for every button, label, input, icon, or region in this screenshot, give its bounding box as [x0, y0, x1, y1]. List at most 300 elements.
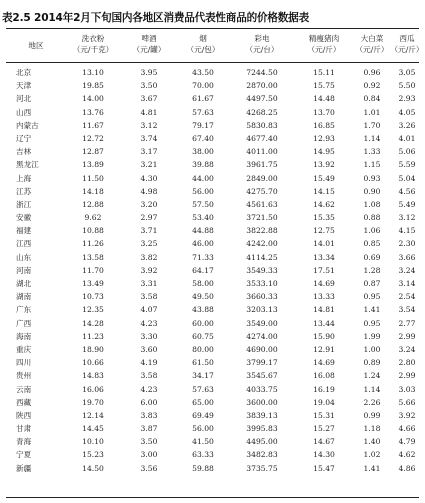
- cell-region: 吉林: [16, 147, 32, 157]
- header-region: [6, 33, 66, 59]
- table-row: [6, 145, 419, 158]
- header-detergent-label: 洗衣粉: [81, 34, 105, 43]
- cell-tv: 3961.75: [246, 160, 278, 170]
- cell-beer: 4.07: [140, 305, 158, 315]
- cell-region: 海南: [16, 331, 32, 341]
- header-region-label: 地区: [28, 41, 44, 50]
- cell-beer: 3.92: [140, 265, 158, 275]
- cell-tv: 4690.00: [246, 344, 278, 354]
- cell-region: 广东: [16, 305, 32, 315]
- cell-detergent: 12.14: [82, 410, 104, 420]
- cell-cabbage: 0.85: [363, 239, 381, 249]
- cell-cabbage: 1.00: [363, 344, 381, 354]
- cell-cabbage: 1.06: [363, 226, 381, 236]
- cell-tv: 3995.83: [246, 424, 278, 434]
- header-pork: [296, 33, 352, 59]
- table-row: [6, 396, 419, 409]
- cell-pork: 14.95: [313, 147, 335, 157]
- cell-watermelon: 5.66: [398, 397, 416, 407]
- cell-beer: 3.30: [140, 331, 158, 341]
- cell-watermelon: 2.93: [398, 94, 416, 104]
- cell-tv: 3533.10: [246, 279, 278, 288]
- cell-cigarettes: 61.67: [192, 94, 214, 104]
- header-cabbage-unit: （元/斤）: [355, 45, 389, 54]
- cell-beer: 4.23: [140, 384, 158, 394]
- cell-beer: 3.31: [140, 279, 158, 288]
- cell-pork: 13.34: [313, 252, 335, 262]
- header-cigarettes: [178, 33, 228, 59]
- cell-cigarettes: 57.50: [192, 199, 214, 209]
- cell-pork: 14.30: [313, 450, 335, 460]
- cell-cigarettes: 60.75: [192, 331, 214, 341]
- table-row: [6, 66, 419, 79]
- cell-watermelon: 3.24: [398, 265, 416, 275]
- cell-cigarettes: 56.00: [192, 424, 214, 434]
- cell-cigarettes: 49.50: [192, 292, 214, 302]
- cell-cigarettes: 61.50: [192, 358, 214, 368]
- cell-tv: 4495.00: [246, 437, 278, 447]
- cell-cigarettes: 65.00: [192, 397, 214, 407]
- cell-region: 广西: [16, 318, 32, 328]
- cell-beer: 6.00: [140, 397, 158, 407]
- cell-tv: 5830.83: [246, 120, 278, 130]
- table-top-rule: [6, 28, 419, 29]
- cell-detergent: 12.87: [82, 147, 104, 157]
- header-detergent-unit: （元/千克）: [72, 45, 114, 54]
- cell-watermelon: 3.92: [398, 410, 416, 420]
- cell-tv: 3735.75: [246, 463, 278, 473]
- cell-region: 北京: [16, 68, 32, 77]
- cell-cigarettes: 58.00: [192, 279, 214, 288]
- cell-detergent: 19.85: [82, 81, 104, 91]
- cell-detergent: 12.72: [82, 133, 104, 143]
- cell-cigarettes: 57.63: [192, 107, 214, 117]
- cell-detergent: 18.90: [82, 344, 104, 354]
- cell-watermelon: 2.77: [398, 318, 416, 328]
- table-body: [6, 66, 419, 475]
- cell-pork: 13.70: [313, 107, 335, 117]
- cell-beer: 3.50: [140, 81, 158, 91]
- cell-beer: 3.20: [140, 199, 158, 209]
- cell-tv: 3203.13: [246, 305, 278, 315]
- cell-tv: 4114.25: [246, 252, 278, 262]
- cell-detergent: 13.10: [82, 68, 104, 77]
- header-cigarettes-unit: （元/包）: [186, 45, 220, 54]
- cell-beer: 4.30: [140, 173, 158, 183]
- cell-tv: 4561.63: [246, 199, 278, 209]
- cell-tv: 4011.00: [246, 147, 278, 157]
- cell-pork: 15.90: [313, 331, 335, 341]
- cell-pork: 13.44: [313, 318, 335, 328]
- table-row: [6, 224, 419, 237]
- cell-cigarettes: 69.49: [192, 410, 214, 420]
- cell-detergent: 14.18: [82, 186, 104, 196]
- cell-cabbage: 1.24: [363, 371, 381, 381]
- cell-cabbage: 0.89: [363, 358, 381, 368]
- cell-beer: 3.00: [140, 450, 158, 460]
- cell-cabbage: 1.08: [363, 199, 381, 209]
- cell-region: 辽宁: [16, 133, 32, 143]
- cell-watermelon: 4.56: [398, 186, 416, 196]
- cell-cabbage: 0.99: [363, 410, 381, 420]
- cell-cabbage: 1.14: [363, 133, 381, 143]
- cell-cigarettes: 59.88: [192, 463, 214, 473]
- cell-cigarettes: 57.63: [192, 384, 214, 394]
- cell-pork: 15.75: [313, 81, 335, 91]
- cell-detergent: 10.73: [82, 292, 104, 302]
- cell-watermelon: 4.15: [398, 226, 416, 236]
- cell-detergent: 11.67: [82, 120, 104, 130]
- header-cigarettes-label: 烟: [199, 34, 207, 43]
- cell-watermelon: 3.24: [398, 344, 416, 354]
- cell-tv: 3822.88: [246, 226, 278, 236]
- cell-watermelon: 4.66: [398, 424, 416, 434]
- table-row: [6, 422, 419, 435]
- cell-cabbage: 0.93: [363, 173, 381, 183]
- cell-beer: 4.19: [140, 358, 158, 368]
- cell-cabbage: 1.41: [363, 463, 381, 473]
- cell-tv: 4497.50: [246, 94, 278, 104]
- table-row: [6, 132, 419, 145]
- cell-detergent: 11.23: [82, 331, 104, 341]
- cell-beer: 4.23: [140, 318, 158, 328]
- cell-pork: 12.91: [313, 344, 335, 354]
- cell-detergent: 12.35: [82, 305, 104, 315]
- table-row: [6, 290, 419, 303]
- cell-detergent: 10.10: [82, 437, 104, 447]
- cell-cigarettes: 63.33: [192, 450, 214, 460]
- cell-region: 江苏: [16, 186, 32, 196]
- cell-cabbage: 0.87: [363, 279, 381, 288]
- cell-cabbage: 0.96: [363, 68, 381, 77]
- cell-pork: 15.47: [313, 463, 335, 473]
- cell-watermelon: 5.50: [398, 81, 416, 91]
- cell-pork: 14.48: [313, 94, 335, 104]
- cell-cabbage: 1.40: [363, 437, 381, 447]
- cell-pork: 14.81: [313, 305, 335, 315]
- header-watermelon-label: 西瓜: [399, 34, 415, 43]
- cell-cigarettes: 56.00: [192, 186, 214, 196]
- header-watermelon-unit: （元/斤）: [390, 45, 424, 54]
- cell-region: 云南: [16, 384, 32, 394]
- cell-region: 甘肃: [16, 424, 32, 434]
- cell-beer: 3.67: [140, 94, 158, 104]
- cell-cigarettes: 71.33: [192, 252, 214, 262]
- header-watermelon: [389, 33, 425, 59]
- cell-watermelon: 2.54: [398, 292, 416, 302]
- cell-pork: 15.49: [313, 173, 335, 183]
- cell-watermelon: 3.26: [398, 120, 416, 130]
- cell-region: 宁夏: [16, 450, 32, 460]
- cell-pork: 17.51: [313, 265, 335, 275]
- cell-cigarettes: 44.00: [192, 173, 214, 183]
- cell-region: 福建: [16, 226, 32, 236]
- table-row: [6, 356, 419, 369]
- cell-tv: 7244.50: [246, 68, 278, 77]
- header-tv: [231, 33, 293, 59]
- cell-pork: 14.67: [313, 437, 335, 447]
- cell-region: 陕西: [16, 410, 32, 420]
- cell-cabbage: 1.18: [363, 424, 381, 434]
- cell-pork: 14.69: [313, 358, 335, 368]
- cell-watermelon: 5.49: [398, 199, 416, 209]
- cell-watermelon: 4.62: [398, 450, 416, 460]
- cell-cigarettes: 60.00: [192, 318, 214, 328]
- table-header-rule: [6, 62, 419, 63]
- cell-beer: 3.58: [140, 292, 158, 302]
- cell-beer: 3.83: [140, 410, 158, 420]
- cell-cabbage: 2.26: [363, 397, 381, 407]
- cell-detergent: 14.28: [82, 318, 104, 328]
- cell-cigarettes: 64.17: [192, 265, 214, 275]
- table-row: [6, 448, 419, 461]
- cell-cigarettes: 39.88: [192, 160, 214, 170]
- cell-detergent: 14.45: [82, 424, 104, 434]
- cell-cigarettes: 46.00: [192, 239, 214, 249]
- cell-tv: 4274.00: [246, 331, 278, 341]
- cell-region: 青海: [16, 437, 32, 447]
- cell-cabbage: 0.95: [363, 292, 381, 302]
- table-row: [6, 211, 419, 224]
- table-row: [6, 79, 419, 92]
- cell-detergent: 13.89: [82, 160, 104, 170]
- cell-pork: 16.08: [313, 371, 335, 381]
- table-row: [6, 106, 419, 119]
- table-row: [6, 198, 419, 211]
- cell-cabbage: 0.90: [363, 186, 381, 196]
- table-header: [6, 33, 424, 59]
- cell-detergent: 13.58: [82, 252, 104, 262]
- cell-beer: 3.82: [140, 252, 158, 262]
- table-row: [6, 317, 419, 330]
- cell-pork: 15.27: [313, 424, 335, 434]
- cell-pork: 16.19: [313, 384, 335, 394]
- table-row: [6, 237, 419, 250]
- header-tv-label: 彩电: [254, 34, 270, 43]
- header-detergent: [68, 33, 118, 59]
- cell-region: 山西: [16, 107, 32, 117]
- cell-pork: 13.92: [313, 160, 335, 170]
- table-row: [6, 343, 419, 356]
- cell-beer: 2.97: [140, 213, 158, 223]
- cell-pork: 14.01: [313, 239, 335, 249]
- cell-tv: 3482.83: [246, 450, 278, 460]
- cell-detergent: 10.88: [82, 226, 104, 236]
- cell-detergent: 12.88: [82, 199, 104, 209]
- cell-watermelon: 2.80: [398, 358, 416, 368]
- cell-tv: 3549.33: [246, 265, 278, 275]
- header-pork-unit: （元/斤）: [307, 45, 341, 54]
- cell-region: 新疆: [16, 463, 32, 473]
- cell-cigarettes: 41.50: [192, 437, 214, 447]
- cell-cabbage: 1.14: [363, 384, 381, 394]
- table-row: [6, 277, 419, 290]
- cell-beer: 4.81: [140, 107, 158, 117]
- cell-detergent: 16.06: [82, 384, 104, 394]
- cell-region: 浙江: [16, 199, 32, 209]
- table-row: [6, 383, 419, 396]
- cell-cigarettes: 43.50: [192, 68, 214, 77]
- cell-region: 贵州: [16, 371, 32, 381]
- cell-detergent: 10.66: [82, 358, 104, 368]
- cell-tv: 3600.00: [246, 397, 278, 407]
- cell-watermelon: 4.86: [398, 463, 416, 473]
- cell-beer: 3.87: [140, 424, 158, 434]
- cell-tv: 3799.17: [246, 358, 278, 368]
- header-beer-label: 啤酒: [141, 34, 157, 43]
- cell-pork: 19.04: [313, 397, 335, 407]
- cell-cabbage: 1.01: [363, 107, 381, 117]
- cell-tv: 4242.00: [246, 239, 278, 249]
- cell-detergent: 9.62: [84, 213, 102, 223]
- cell-pork: 15.35: [313, 213, 335, 223]
- cell-cigarettes: 44.88: [192, 226, 214, 236]
- cell-pork: 16.85: [313, 120, 335, 130]
- cell-tv: 2870.00: [246, 81, 278, 91]
- cell-beer: 3.95: [140, 68, 158, 77]
- cell-tv: 4275.70: [246, 186, 278, 196]
- table-row: [6, 303, 419, 316]
- cell-detergent: 14.83: [82, 371, 104, 381]
- cell-detergent: 13.76: [82, 107, 104, 117]
- cell-watermelon: 4.01: [398, 133, 416, 143]
- cell-detergent: 13.49: [82, 279, 104, 288]
- cell-cigarettes: 67.40: [192, 133, 214, 143]
- cell-region: 湖南: [16, 292, 32, 302]
- header-cabbage: [354, 33, 390, 59]
- cell-region: 黑龙江: [16, 160, 39, 170]
- cell-watermelon: 2.99: [398, 331, 416, 341]
- cell-tv: 3549.00: [246, 318, 278, 328]
- cell-watermelon: 5.59: [398, 160, 416, 170]
- cell-watermelon: 3.12: [398, 213, 416, 223]
- cell-detergent: 11.50: [82, 173, 104, 183]
- cell-tv: 4033.75: [246, 384, 278, 394]
- table-caption: 表2.5 2014年2月下旬国内各地区消费品代表性商品的价格数据表: [2, 12, 309, 24]
- cell-detergent: 14.00: [82, 94, 104, 104]
- table-row: [6, 409, 419, 422]
- cell-watermelon: 4.05: [398, 107, 416, 117]
- header-beer-unit: （元/罐）: [132, 45, 166, 54]
- table-row: [6, 462, 419, 475]
- table-row: [6, 158, 419, 171]
- table-row: [6, 251, 419, 264]
- cell-cigarettes: 38.00: [192, 147, 214, 157]
- table-bottom-rule: [6, 497, 419, 498]
- cell-region: 四川: [16, 358, 32, 368]
- cell-watermelon: 3.03: [398, 384, 416, 394]
- cell-beer: 3.12: [140, 120, 158, 130]
- cell-beer: 3.50: [140, 437, 158, 447]
- cell-region: 天津: [16, 81, 32, 91]
- cell-cigarettes: 43.88: [192, 305, 214, 315]
- cell-beer: 3.56: [140, 463, 158, 473]
- header-beer: [124, 33, 174, 59]
- cell-detergent: 19.70: [82, 397, 104, 407]
- cell-pork: 15.31: [313, 410, 335, 420]
- cell-region: 河南: [16, 265, 32, 275]
- cell-beer: 3.17: [140, 147, 158, 157]
- table-row: [6, 330, 419, 343]
- cell-cabbage: 0.88: [363, 213, 381, 223]
- cell-region: 河北: [16, 94, 32, 104]
- cell-beer: 3.71: [140, 226, 158, 236]
- table-row: [6, 92, 419, 105]
- table-row: [6, 185, 419, 198]
- cell-watermelon: 5.06: [398, 147, 416, 157]
- cell-cabbage: 1.28: [363, 265, 381, 275]
- cell-region: 安徽: [16, 213, 32, 223]
- cell-cigarettes: 80.00: [192, 344, 214, 354]
- cell-tv: 4268.25: [246, 107, 278, 117]
- cell-watermelon: 2.99: [398, 371, 416, 381]
- cell-beer: 3.74: [140, 133, 158, 143]
- cell-cabbage: 1.70: [363, 120, 381, 130]
- cell-beer: 3.58: [140, 371, 158, 381]
- cell-detergent: 14.50: [82, 463, 104, 473]
- table-row: [6, 369, 419, 382]
- cell-region: 上海: [16, 173, 32, 183]
- cell-region: 西藏: [16, 397, 32, 407]
- cell-region: 湖北: [16, 279, 32, 288]
- cell-pork: 12.75: [313, 226, 335, 236]
- cell-region: 重庆: [16, 344, 32, 354]
- cell-watermelon: 4.79: [398, 437, 416, 447]
- header-pork-label: 精瘦猪肉: [308, 34, 340, 43]
- cell-pork: 12.93: [313, 133, 335, 143]
- cell-detergent: 11.26: [82, 239, 104, 249]
- cell-watermelon: 5.04: [398, 173, 416, 183]
- cell-region: 内蒙古: [16, 120, 39, 130]
- table-row: [6, 119, 419, 132]
- cell-cigarettes: 79.17: [192, 120, 214, 130]
- cell-pork: 15.11: [313, 68, 335, 77]
- cell-watermelon: 3.14: [398, 279, 416, 288]
- cell-cabbage: 0.84: [363, 94, 381, 104]
- header-cabbage-label: 大白菜: [360, 34, 384, 43]
- cell-watermelon: 3.66: [398, 252, 416, 262]
- cell-beer: 4.98: [140, 186, 158, 196]
- cell-watermelon: 2.30: [398, 239, 416, 249]
- cell-cabbage: 0.92: [363, 81, 381, 91]
- table-row: [6, 435, 419, 448]
- cell-detergent: 15.23: [82, 450, 104, 460]
- cell-tv: 3660.33: [246, 292, 278, 302]
- cell-cabbage: 1.41: [363, 305, 381, 315]
- cell-tv: 3545.67: [246, 371, 278, 381]
- cell-pork: 14.15: [313, 186, 335, 196]
- table-row: [6, 172, 419, 185]
- cell-watermelon: 3.05: [398, 68, 416, 77]
- cell-cigarettes: 34.17: [192, 371, 214, 381]
- cell-pork: 14.62: [313, 199, 335, 209]
- cell-pork: 14.69: [313, 279, 335, 288]
- cell-cabbage: 1.15: [363, 160, 381, 170]
- cell-pork: 13.33: [313, 292, 335, 302]
- cell-watermelon: 3.54: [398, 305, 416, 315]
- cell-tv: 4677.40: [246, 133, 278, 143]
- cell-beer: 3.25: [140, 239, 158, 249]
- cell-tv: 3721.50: [246, 213, 278, 223]
- cell-beer: 3.21: [140, 160, 158, 170]
- cell-tv: 3839.13: [246, 410, 278, 420]
- cell-beer: 3.60: [140, 344, 158, 354]
- cell-region: 江西: [16, 239, 32, 249]
- header-tv-unit: （元/台）: [245, 45, 279, 54]
- cell-cigarettes: 53.40: [192, 213, 214, 223]
- cell-cabbage: 0.95: [363, 318, 381, 328]
- cell-detergent: 11.70: [82, 265, 104, 275]
